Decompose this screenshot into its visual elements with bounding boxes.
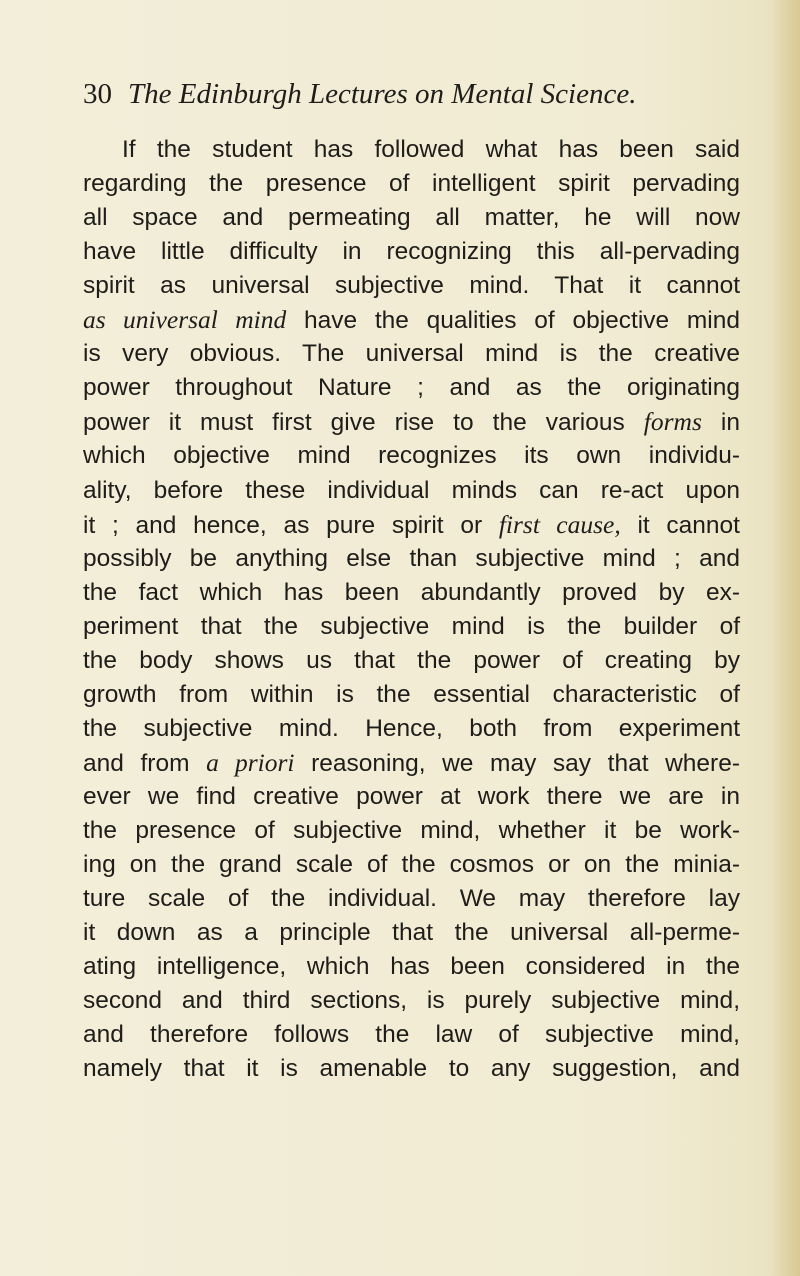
text-line xyxy=(83,814,740,848)
text-run: If the student has followed what has been said xyxy=(122,136,740,163)
text-line xyxy=(83,405,740,439)
text-run: regarding the presence of intelligent spirit pervading xyxy=(83,170,740,197)
italic-phrase: first cause, xyxy=(498,510,621,539)
text-run: in xyxy=(701,409,740,436)
text-run: have the qualities of objective mind xyxy=(286,307,741,334)
text-line xyxy=(83,269,740,303)
text-line xyxy=(83,678,740,712)
text-run: growth from within is the essential characteristic of xyxy=(83,681,740,708)
page-edge-shading xyxy=(772,0,800,1276)
text-line xyxy=(83,610,740,644)
text-run: spirit as universal subjective mind. That it cannot xyxy=(83,272,740,299)
text-line xyxy=(83,303,740,337)
italic-phrase: as universal mind xyxy=(83,305,287,334)
text-run: ing on the grand scale of the cosmos or on the minia- xyxy=(83,851,740,878)
text-run: the body shows us that the power of creating by xyxy=(83,647,740,674)
text-run: ture scale of the individual. We may therefore lay xyxy=(83,885,740,912)
text-run: reasoning, we may say that where- xyxy=(294,750,740,777)
text-line xyxy=(122,133,740,167)
text-line xyxy=(83,882,740,916)
text-run: power it must first give rise to the various xyxy=(83,409,644,436)
text-line xyxy=(83,848,740,882)
text-line xyxy=(83,337,740,371)
text-line xyxy=(83,780,740,814)
text-run: it ; and hence, as pure spirit or xyxy=(83,512,499,539)
text-line xyxy=(83,950,740,984)
text-run: all space and permeating all matter, he will now xyxy=(83,204,740,231)
text-line xyxy=(83,167,740,201)
text-line xyxy=(83,644,740,678)
text-run: which objective mind recognizes its own individu- xyxy=(83,442,740,469)
italic-phrase: forms xyxy=(643,407,702,436)
italic-phrase: a priori xyxy=(206,748,295,777)
page-number: 30 xyxy=(83,78,112,110)
text-line xyxy=(83,439,740,473)
text-line xyxy=(83,916,740,950)
text-run: the subjective mind. Hence, both from experiment xyxy=(83,715,740,742)
text-run: ating intelligence, which has been considered in the xyxy=(83,953,740,980)
text-run: and therefore follows the law of subjective mind, xyxy=(83,1021,740,1048)
text-run: it cannot xyxy=(620,512,740,539)
running-title: The Edinburgh Lectures on Mental Science. xyxy=(128,78,637,110)
text-line xyxy=(83,746,740,780)
text-run: possibly be anything else than subjective mind ; and xyxy=(83,545,740,572)
text-line xyxy=(83,201,740,235)
text-line xyxy=(83,371,740,405)
text-run: ever we find creative power at work there we are in xyxy=(83,783,740,810)
text-line xyxy=(83,576,740,610)
text-run: power throughout Nature ; and as the originating xyxy=(83,374,740,401)
text-run: and from xyxy=(83,750,207,777)
text-run: the presence of subjective mind, whether it be work- xyxy=(83,817,740,844)
text-run: the fact which has been abundantly proved by ex- xyxy=(83,579,740,606)
text-run: periment that the subjective mind is the builder of xyxy=(83,613,740,640)
running-head xyxy=(83,74,763,114)
text-line xyxy=(83,1052,740,1086)
text-run: it down as a principle that the universal all-perme- xyxy=(83,919,740,946)
text-line xyxy=(83,508,740,542)
text-line xyxy=(83,712,740,746)
text-line xyxy=(83,235,740,269)
text-run: namely that it is amenable to any suggestion, and xyxy=(83,1055,740,1082)
text-line xyxy=(83,1018,740,1052)
text-line xyxy=(83,474,740,508)
text-run: is very obvious. The universal mind is the creative xyxy=(83,340,740,367)
text-line xyxy=(83,542,740,576)
text-run: have little difficulty in recognizing this all-pervading xyxy=(83,238,740,265)
text-run: ality, before these individual minds can re-act upon xyxy=(83,477,740,504)
text-run: second and third sections, is purely subjective mind, xyxy=(83,987,740,1014)
text-line xyxy=(83,984,740,1018)
